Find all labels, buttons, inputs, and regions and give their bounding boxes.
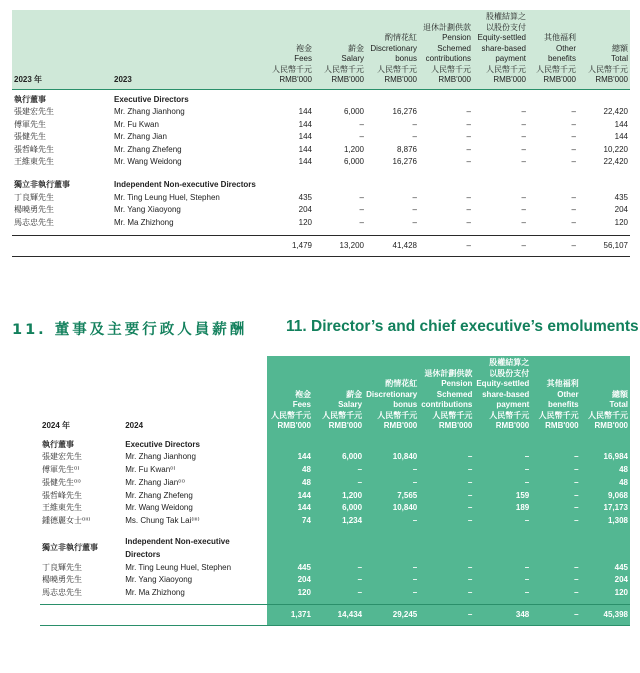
section-title-en: 11. Director’s and chief executive’s emoluments <box>286 318 639 335</box>
director-name-en: Mr. Zhang Jianhong <box>114 107 185 117</box>
col-header-line: 人民幣千元 <box>377 64 417 74</box>
value-total: 144 <box>614 119 628 129</box>
value-bonus: – <box>412 132 417 142</box>
value-pension: – <box>419 587 474 600</box>
value-other: – <box>571 157 576 167</box>
col-header-line: 袍金 <box>294 389 311 399</box>
value-other: – <box>531 587 580 600</box>
col-header-line: Salary <box>341 54 364 63</box>
col-header-line: Fees <box>294 54 312 63</box>
section-heading-cn: 執行董事 <box>42 439 74 449</box>
col-header-line: RMB'000 <box>328 421 363 430</box>
total-bonus: 29,245 <box>364 605 419 626</box>
col-header-line: contributions <box>425 54 471 63</box>
col-header-line: 退休計劃供款 <box>424 368 473 378</box>
section-heading-row <box>40 439 630 452</box>
col-header-line: RMB'000 <box>595 75 628 84</box>
value-total: 10,220 <box>603 144 628 154</box>
value-bonus: – <box>364 562 419 575</box>
director-row <box>40 502 630 515</box>
value-total: 16,984 <box>581 451 630 464</box>
col-header-line: Total <box>611 54 628 63</box>
director-name-en: Mr. Fu Kwan⁽ⁱ⁾ <box>125 465 176 475</box>
col-header-line: RMB'000 <box>277 421 311 430</box>
value-fees: 204 <box>298 205 312 215</box>
total-share: – <box>473 236 528 257</box>
value-fees: 144 <box>298 107 312 117</box>
section-heading-row <box>40 536 630 562</box>
value-other: – <box>571 107 576 117</box>
col-header-line: 股權結算之 <box>489 358 530 367</box>
director-name-cn: 馬志忠先生 <box>14 217 54 227</box>
col-header-total <box>581 356 630 435</box>
director-row <box>12 106 630 119</box>
col-header-line: 總額 <box>612 389 628 399</box>
total-other: – <box>528 236 578 257</box>
value-pension: – <box>419 451 474 464</box>
table-2024 <box>40 356 630 626</box>
year-label-cn: 2024 年 <box>40 356 123 435</box>
value-bonus: 10,840 <box>364 502 419 515</box>
director-row <box>40 515 630 528</box>
director-name-cn: 丁良輝先生 <box>42 562 82 572</box>
col-header-line: 退休計劃供款 <box>423 22 471 32</box>
col-header-line: share-based <box>482 389 530 399</box>
value-pension: – <box>466 119 471 129</box>
director-row <box>40 464 630 477</box>
value-total: 1,308 <box>581 515 630 528</box>
col-header-salary <box>313 356 364 435</box>
total-label-cn <box>12 236 112 257</box>
director-name-cn: 傅軍先生 <box>14 119 46 129</box>
value-pension: – <box>466 192 471 202</box>
value-fees: 120 <box>267 587 313 600</box>
value-share: – <box>521 217 526 227</box>
value-fees: 120 <box>298 217 312 227</box>
col-header-line: 薪金 <box>346 389 363 399</box>
col-header-line: Schemed <box>436 389 473 399</box>
col-header-line: 人民幣千元 <box>588 410 628 420</box>
director-row <box>40 587 630 600</box>
director-name-cn: 鍾德麗女士⁽ⁱⁱⁱ⁾ <box>42 516 91 526</box>
col-header-line: 人民幣千元 <box>322 410 363 420</box>
value-share: 189 <box>474 502 531 515</box>
col-header-line: payment <box>496 400 530 409</box>
value-bonus: – <box>412 192 417 202</box>
value-pension: – <box>419 562 474 575</box>
value-pension: – <box>466 157 471 167</box>
value-bonus: – <box>412 205 417 215</box>
value-salary: – <box>313 587 364 600</box>
value-share: 159 <box>474 490 531 503</box>
total-label-cn <box>40 605 123 626</box>
value-total: 48 <box>581 477 630 490</box>
col-header-line: Other <box>557 389 579 399</box>
value-share: – <box>521 119 526 129</box>
director-name-cn: 王維東先生 <box>42 503 82 513</box>
total-salary: 13,200 <box>314 236 366 257</box>
col-header-salary <box>314 10 366 89</box>
value-salary: 6,000 <box>313 502 364 515</box>
director-name-cn: 張哲峰先生 <box>42 490 82 500</box>
col-header-line: share-based <box>481 43 526 53</box>
value-bonus: – <box>364 587 419 600</box>
value-bonus: 10,840 <box>364 451 419 464</box>
director-name-cn: 張健先生⁽ⁱⁱ⁾ <box>42 477 81 487</box>
value-bonus: – <box>412 119 417 129</box>
col-header-line: Equity-settled <box>476 379 530 388</box>
col-header-line: 酌情花紅 <box>385 33 417 42</box>
director-name-cn: 楊曉勇先生 <box>42 575 82 585</box>
value-total: 204 <box>581 574 630 587</box>
value-total: 22,420 <box>603 107 628 117</box>
value-other: – <box>571 205 576 215</box>
col-header-line: RMB'000 <box>493 75 526 84</box>
value-fees: 435 <box>298 192 312 202</box>
col-header-line: 人民幣千元 <box>432 410 473 420</box>
header-row <box>40 356 630 435</box>
value-salary: 6,000 <box>343 157 364 167</box>
col-header-line: RMB'000 <box>331 75 364 84</box>
value-pension: – <box>419 574 474 587</box>
director-row <box>12 217 630 230</box>
total-fees: 1,479 <box>262 236 314 257</box>
value-salary: 6,000 <box>313 451 364 464</box>
col-header-line: RMB'000 <box>279 75 312 84</box>
value-salary: – <box>313 574 364 587</box>
value-bonus: – <box>364 464 419 477</box>
director-name-en: Mr. Wang Weidong <box>114 157 182 167</box>
year-label-en: 2024 <box>123 356 267 435</box>
spacer-row <box>12 169 630 179</box>
total-pension: – <box>419 605 474 626</box>
director-name-en: Mr. Fu Kwan <box>114 119 159 129</box>
value-pension: – <box>466 144 471 154</box>
col-header-line: payment <box>495 54 526 63</box>
director-name-cn: 楊曉勇先生 <box>14 205 54 215</box>
value-salary: – <box>313 562 364 575</box>
value-fees: 144 <box>298 144 312 154</box>
value-other: – <box>531 490 580 503</box>
value-other: – <box>531 451 580 464</box>
director-row <box>12 204 630 217</box>
value-salary: – <box>313 477 364 490</box>
director-name-en: Mr. Zhang Jian⁽ⁱⁱ⁾ <box>125 477 185 487</box>
col-header-bonus <box>366 10 419 89</box>
director-name-en: Mr. Ting Leung Huel, Stephen <box>114 192 220 202</box>
value-share: – <box>521 132 526 142</box>
col-header-line: 其他福利 <box>546 379 579 388</box>
col-header-bonus <box>364 356 419 435</box>
col-header-line: 人民幣千元 <box>536 64 576 74</box>
value-total: 48 <box>581 464 630 477</box>
director-row <box>12 156 630 169</box>
value-pension: – <box>419 515 474 528</box>
section-heading-cn: 執行董事 <box>14 94 46 104</box>
director-name-en: Ms. Chung Tak Lai⁽ⁱⁱⁱ⁾ <box>125 516 200 526</box>
director-row <box>12 119 630 132</box>
total-label-en <box>123 605 267 626</box>
col-header-line: 人民幣千元 <box>489 410 530 420</box>
director-row <box>40 574 630 587</box>
table-2023 <box>12 10 630 257</box>
year-label-cn: 2023 年 <box>12 10 112 89</box>
col-header-line: 酌情花紅 <box>385 379 418 388</box>
col-header-line: Schemed <box>437 43 471 53</box>
col-header-line: RMB'000 <box>438 75 471 84</box>
value-other: – <box>531 502 580 515</box>
value-salary: – <box>359 217 364 227</box>
col-header-pension <box>419 356 474 435</box>
value-other: – <box>571 119 576 129</box>
director-row <box>40 562 630 575</box>
value-share: – <box>474 451 531 464</box>
col-header-line: 人民幣千元 <box>486 64 526 74</box>
col-header-line: Pension <box>441 379 473 388</box>
section-heading-row <box>12 94 630 107</box>
value-share: – <box>521 157 526 167</box>
value-total: 204 <box>614 205 628 215</box>
value-share: – <box>474 574 531 587</box>
value-salary: 1,200 <box>343 144 364 154</box>
col-header-line: Discretionary <box>370 43 417 53</box>
value-fees: 144 <box>267 502 313 515</box>
section-heading-cn: 獨立非執行董事 <box>42 543 98 553</box>
col-header-fees <box>267 356 313 435</box>
director-row <box>12 131 630 144</box>
value-fees: 48 <box>267 477 313 490</box>
value-fees: 144 <box>298 132 312 142</box>
total-other: – <box>531 605 580 626</box>
value-fees: 144 <box>298 119 312 129</box>
spacer-row <box>40 528 630 536</box>
value-other: – <box>571 132 576 142</box>
col-header-line: RMB'000 <box>594 421 628 430</box>
value-bonus: – <box>364 515 419 528</box>
value-share: – <box>521 144 526 154</box>
value-bonus: – <box>412 217 417 227</box>
director-row <box>40 451 630 464</box>
col-header-line: 以股份支付 <box>486 22 526 32</box>
value-pension: – <box>466 132 471 142</box>
value-share: – <box>521 107 526 117</box>
value-share: – <box>521 205 526 215</box>
value-pension: – <box>466 107 471 117</box>
col-header-line: benefits <box>547 400 579 409</box>
col-header-other <box>528 10 578 89</box>
value-fees: 144 <box>267 490 313 503</box>
value-other: – <box>531 574 580 587</box>
col-header-line: Pension <box>442 33 471 42</box>
col-header-line: 以股份支付 <box>489 368 530 378</box>
header-row <box>12 10 630 89</box>
col-header-line: Other <box>555 43 576 53</box>
director-name-en: Mr. Wang Weidong <box>125 503 193 513</box>
value-share: – <box>474 477 531 490</box>
value-salary: – <box>359 205 364 215</box>
col-header-line: RMB'000 <box>384 75 417 84</box>
director-name-cn: 張建宏先生 <box>42 452 82 462</box>
col-header-line: 人民幣千元 <box>588 64 628 74</box>
total-bonus: 41,428 <box>366 236 419 257</box>
value-pension: – <box>419 490 474 503</box>
value-bonus: – <box>364 574 419 587</box>
col-header-pension <box>419 10 473 89</box>
value-share: – <box>474 587 531 600</box>
col-header-other <box>531 356 580 435</box>
section-heading-en: Executive Directors <box>114 94 189 104</box>
value-share: – <box>474 515 531 528</box>
col-header-share <box>473 10 528 89</box>
col-header-line: bonus <box>393 400 418 409</box>
total-row <box>40 605 630 626</box>
value-total: 144 <box>614 132 628 142</box>
director-name-cn: 張健先生 <box>14 132 46 142</box>
total-pension: – <box>419 236 473 257</box>
col-header-line: Fees <box>292 400 311 409</box>
value-fees: 204 <box>267 574 313 587</box>
value-other: – <box>571 192 576 202</box>
value-other: – <box>531 464 580 477</box>
total-total: 56,107 <box>578 236 630 257</box>
section-heading-en: Independent Non-executive Directors <box>125 537 230 559</box>
value-bonus: 8,876 <box>396 144 417 154</box>
value-bonus: 16,276 <box>392 157 417 167</box>
director-name-en: Mr. Zhang Zhefeng <box>114 144 182 154</box>
col-header-line: RMB'000 <box>495 421 530 430</box>
director-row <box>12 192 630 205</box>
col-header-line: 總額 <box>612 43 628 53</box>
col-header-line: benefits <box>547 54 576 63</box>
col-header-line: RMB'000 <box>543 75 576 84</box>
value-share: – <box>474 464 531 477</box>
total-row <box>12 236 630 257</box>
director-name-en: Mr. Zhang Jian <box>114 132 167 142</box>
total-total: 45,398 <box>581 605 630 626</box>
value-fees: 144 <box>267 451 313 464</box>
col-header-share <box>474 356 531 435</box>
col-header-line: 人民幣千元 <box>538 410 579 420</box>
director-name-en: Mr. Ting Leung Huel, Stephen <box>125 562 232 572</box>
value-pension: – <box>466 205 471 215</box>
col-header-line: Salary <box>338 400 363 409</box>
value-other: – <box>531 515 580 528</box>
value-pension: – <box>419 464 474 477</box>
director-name-en: Mr. Yang Xiaoyong <box>114 205 181 215</box>
col-header-line: 股權結算之 <box>486 12 526 21</box>
col-header-fees <box>262 10 314 89</box>
director-name-cn: 王維東先生 <box>14 157 54 167</box>
director-name-en: Mr. Zhang Jianhong <box>125 452 196 462</box>
value-pension: – <box>419 477 474 490</box>
section-title-cn: 11. 董事及主要行政人員薪酬 <box>12 322 248 338</box>
director-row <box>40 490 630 503</box>
director-name-en: Mr. Ma Zhizhong <box>114 217 174 227</box>
value-total: 22,420 <box>603 157 628 167</box>
value-total: 445 <box>581 562 630 575</box>
value-total: 17,173 <box>581 502 630 515</box>
director-name-cn: 馬志忠先生 <box>42 588 82 598</box>
value-share: – <box>521 192 526 202</box>
director-name-en: Mr. Ma Zhizhong <box>125 588 185 598</box>
value-pension: – <box>466 217 471 227</box>
col-header-line: 人民幣千元 <box>431 64 471 74</box>
value-other: – <box>531 562 580 575</box>
value-bonus: – <box>364 477 419 490</box>
col-header-line: RMB'000 <box>545 421 579 430</box>
col-header-line: 人民幣千元 <box>272 64 312 74</box>
total-salary: 14,434 <box>313 605 364 626</box>
director-name-en: Mr. Yang Xiaoyong <box>125 575 193 585</box>
value-salary: – <box>359 119 364 129</box>
total-label-en <box>112 236 262 257</box>
col-header-line: 袍金 <box>296 43 312 53</box>
col-header-line: Equity-settled <box>477 33 526 42</box>
value-pension: – <box>419 502 474 515</box>
value-salary: 6,000 <box>343 107 364 117</box>
value-other: – <box>571 144 576 154</box>
director-row <box>12 144 630 157</box>
value-salary: 1,200 <box>313 490 364 503</box>
value-total: 435 <box>614 192 628 202</box>
value-salary: – <box>359 192 364 202</box>
col-header-line: 人民幣千元 <box>270 410 311 420</box>
col-header-line: 人民幣千元 <box>324 64 364 74</box>
director-name-cn: 傅軍先生⁽ⁱ⁾ <box>42 465 80 475</box>
value-fees: 48 <box>267 464 313 477</box>
value-salary: – <box>313 464 364 477</box>
total-share: 348 <box>474 605 531 626</box>
col-header-total <box>578 10 630 89</box>
col-header-line: bonus <box>395 54 417 63</box>
value-other: – <box>531 477 580 490</box>
value-total: 120 <box>581 587 630 600</box>
value-fees: 144 <box>298 157 312 167</box>
section-heading-row <box>12 179 630 192</box>
value-salary: 1,234 <box>313 515 364 528</box>
col-header-line: 人民幣千元 <box>377 410 418 420</box>
director-name-cn: 張哲峰先生 <box>14 144 54 154</box>
value-bonus: 16,276 <box>392 107 417 117</box>
director-name-cn: 丁良輝先生 <box>14 192 54 202</box>
value-total: 120 <box>614 217 628 227</box>
value-share: – <box>474 562 531 575</box>
col-header-line: RMB'000 <box>438 421 473 430</box>
col-header-line: Discretionary <box>366 389 418 399</box>
col-header-line: contributions <box>421 400 473 409</box>
director-row <box>40 477 630 490</box>
section-heading-en: Independent Non-executive Directors <box>114 180 256 190</box>
col-header-line: 薪金 <box>348 43 364 53</box>
value-bonus: 7,565 <box>364 490 419 503</box>
value-other: – <box>571 217 576 227</box>
value-fees: 74 <box>267 515 313 528</box>
year-label-en: 2023 <box>112 10 262 89</box>
director-name-cn: 張建宏先生 <box>14 107 54 117</box>
value-salary: – <box>359 132 364 142</box>
total-fees: 1,371 <box>267 605 313 626</box>
col-header-line: RMB'000 <box>383 421 418 430</box>
section-heading-en: Executive Directors <box>125 439 200 449</box>
col-header-line: Total <box>609 400 628 409</box>
director-name-en: Mr. Zhang Zhefeng <box>125 490 193 500</box>
col-header-line: 其他福利 <box>544 33 576 42</box>
value-total: 9,068 <box>581 490 630 503</box>
section-heading-cn: 獨立非執行董事 <box>14 180 70 190</box>
value-fees: 445 <box>267 562 313 575</box>
